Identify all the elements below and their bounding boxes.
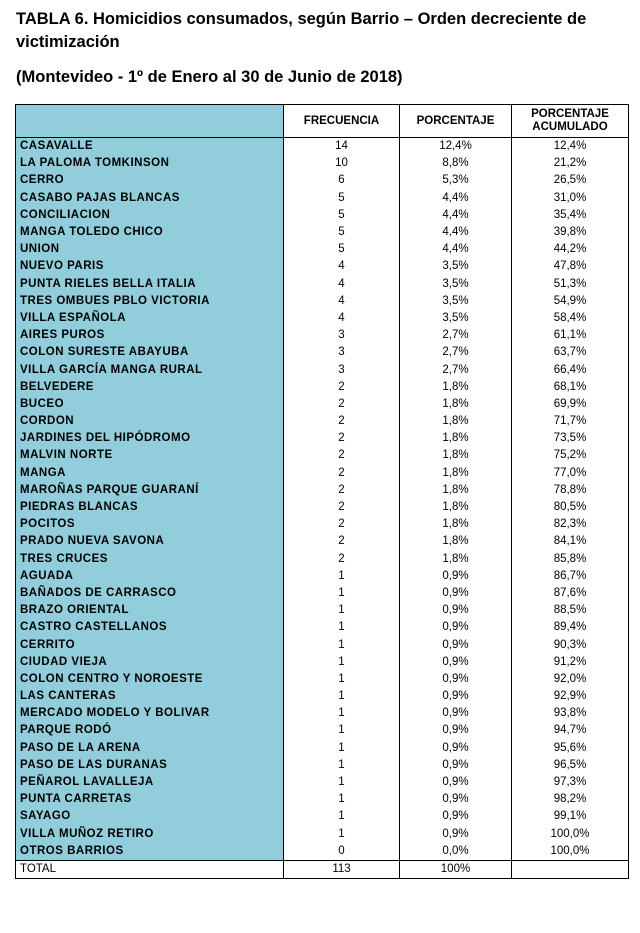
barrio-cell: MANGA TOLEDO CHICO <box>16 224 284 241</box>
frecuencia-cell: 4 <box>284 276 400 293</box>
acumulado-cell: 96,5% <box>512 757 629 774</box>
porcentaje-cell: 3,5% <box>400 310 512 327</box>
table-row <box>16 293 629 310</box>
frecuencia-cell: 6 <box>284 172 400 189</box>
porcentaje-cell: 0,9% <box>400 602 512 619</box>
homicides-table <box>15 104 629 879</box>
barrio-cell: NUEVO PARIS <box>16 258 284 275</box>
acumulado-cell: 92,9% <box>512 688 629 705</box>
barrio-cell: MAROÑAS PARQUE GUARANÍ <box>16 482 284 499</box>
table-row <box>16 310 629 327</box>
acumulado-cell: 86,7% <box>512 568 629 585</box>
frecuencia-cell: 2 <box>284 396 400 413</box>
barrio-cell: PASO DE LA ARENA <box>16 740 284 757</box>
barrio-cell: BUCEO <box>16 396 284 413</box>
porcentaje-cell: 0,9% <box>400 722 512 739</box>
table-row <box>16 688 629 705</box>
table-row <box>16 172 629 189</box>
header-porcentaje-acumulado <box>512 105 629 138</box>
table-row <box>16 413 629 430</box>
frecuencia-cell: 1 <box>284 568 400 585</box>
frecuencia-cell: 1 <box>284 791 400 808</box>
acumulado-cell: 100,0% <box>512 826 629 843</box>
table-title <box>16 8 640 54</box>
frecuencia-cell: 5 <box>284 207 400 224</box>
frecuencia-cell: 1 <box>284 774 400 791</box>
table-row <box>16 379 629 396</box>
frecuencia-cell: 2 <box>284 533 400 550</box>
acumulado-cell: 95,6% <box>512 740 629 757</box>
acumulado-cell: 84,1% <box>512 533 629 550</box>
barrio-cell: AGUADA <box>16 568 284 585</box>
porcentaje-cell: 3,5% <box>400 293 512 310</box>
frecuencia-cell: 3 <box>284 327 400 344</box>
acumulado-cell: 68,1% <box>512 379 629 396</box>
acumulado-cell: 94,7% <box>512 722 629 739</box>
frecuencia-cell: 2 <box>284 413 400 430</box>
acumulado-cell: 69,9% <box>512 396 629 413</box>
table-row <box>16 447 629 464</box>
barrio-cell: SAYAGO <box>16 808 284 825</box>
acumulado-cell: 91,2% <box>512 654 629 671</box>
porcentaje-cell: 0,9% <box>400 808 512 825</box>
porcentaje-cell: 4,4% <box>400 241 512 258</box>
porcentaje-cell: 0,9% <box>400 568 512 585</box>
barrio-cell: TRES OMBUES PBLO VICTORIA <box>16 293 284 310</box>
header-barrio <box>16 105 284 138</box>
barrio-cell: PUNTA CARRETAS <box>16 791 284 808</box>
acumulado-cell: 99,1% <box>512 808 629 825</box>
acumulado-cell: 47,8% <box>512 258 629 275</box>
frecuencia-cell: 1 <box>284 602 400 619</box>
table-row <box>16 138 629 156</box>
table-row <box>16 602 629 619</box>
table-row <box>16 361 629 378</box>
acumulado-cell: 21,2% <box>512 155 629 172</box>
table-row <box>16 533 629 550</box>
porcentaje-cell: 1,8% <box>400 379 512 396</box>
acumulado-cell: 77,0% <box>512 465 629 482</box>
barrio-cell: POCITOS <box>16 516 284 533</box>
table-row <box>16 757 629 774</box>
header-acumulado-line-2: ACUMULADO <box>532 121 608 133</box>
porcentaje-cell: 0,9% <box>400 671 512 688</box>
porcentaje-cell: 4,4% <box>400 190 512 207</box>
frecuencia-cell: 2 <box>284 499 400 516</box>
acumulado-cell: 90,3% <box>512 636 629 653</box>
frecuencia-cell: 1 <box>284 740 400 757</box>
acumulado-cell: 66,4% <box>512 361 629 378</box>
total-porcentaje: 100% <box>400 860 512 878</box>
acumulado-cell: 39,8% <box>512 224 629 241</box>
frecuencia-cell: 5 <box>284 224 400 241</box>
porcentaje-cell: 2,7% <box>400 344 512 361</box>
total-acumulado <box>512 860 629 878</box>
frecuencia-cell: 3 <box>284 344 400 361</box>
porcentaje-cell: 0,9% <box>400 619 512 636</box>
table-row <box>16 396 629 413</box>
barrio-cell: BRAZO ORIENTAL <box>16 602 284 619</box>
barrio-cell: PARQUE RODÓ <box>16 722 284 739</box>
barrio-cell: COLON SURESTE ABAYUBA <box>16 344 284 361</box>
frecuencia-cell: 4 <box>284 310 400 327</box>
table-row <box>16 224 629 241</box>
table-row <box>16 499 629 516</box>
porcentaje-cell: 1,8% <box>400 482 512 499</box>
table-row <box>16 585 629 602</box>
porcentaje-cell: 0,9% <box>400 636 512 653</box>
frecuencia-cell: 2 <box>284 447 400 464</box>
acumulado-cell: 58,4% <box>512 310 629 327</box>
barrio-cell: LAS CANTERAS <box>16 688 284 705</box>
acumulado-cell: 54,9% <box>512 293 629 310</box>
header-frecuencia: FRECUENCIA <box>284 105 400 138</box>
frecuencia-cell: 1 <box>284 585 400 602</box>
barrio-cell: PIEDRAS BLANCAS <box>16 499 284 516</box>
porcentaje-cell: 1,8% <box>400 499 512 516</box>
porcentaje-cell: 1,8% <box>400 430 512 447</box>
table-subtitle: (Montevideo - 1º de Enero al 30 de Junio de 2018) <box>16 68 403 86</box>
table-row <box>16 241 629 258</box>
frecuencia-cell: 3 <box>284 361 400 378</box>
header-row <box>16 105 629 138</box>
acumulado-cell: 51,3% <box>512 276 629 293</box>
porcentaje-cell: 1,8% <box>400 516 512 533</box>
porcentaje-cell: 1,8% <box>400 465 512 482</box>
frecuencia-cell: 1 <box>284 619 400 636</box>
acumulado-cell: 97,3% <box>512 774 629 791</box>
frecuencia-cell: 2 <box>284 379 400 396</box>
table-row <box>16 636 629 653</box>
table-row <box>16 190 629 207</box>
table-body <box>16 138 629 861</box>
acumulado-cell: 92,0% <box>512 671 629 688</box>
acumulado-cell: 75,2% <box>512 447 629 464</box>
acumulado-cell: 31,0% <box>512 190 629 207</box>
total-label: TOTAL <box>16 860 284 878</box>
acumulado-cell: 26,5% <box>512 172 629 189</box>
title-line-2: victimización <box>16 33 120 51</box>
porcentaje-cell: 1,8% <box>400 551 512 568</box>
frecuencia-cell: 1 <box>284 826 400 843</box>
porcentaje-cell: 2,7% <box>400 327 512 344</box>
table-row <box>16 671 629 688</box>
porcentaje-cell: 1,8% <box>400 447 512 464</box>
barrio-cell: PRADO NUEVA SAVONA <box>16 533 284 550</box>
acumulado-cell: 85,8% <box>512 551 629 568</box>
acumulado-cell: 44,2% <box>512 241 629 258</box>
header-porcentaje: PORCENTAJE <box>400 105 512 138</box>
acumulado-cell: 87,6% <box>512 585 629 602</box>
porcentaje-cell: 5,3% <box>400 172 512 189</box>
porcentaje-cell: 4,4% <box>400 224 512 241</box>
barrio-cell: BAÑADOS DE CARRASCO <box>16 585 284 602</box>
porcentaje-cell: 0,9% <box>400 791 512 808</box>
frecuencia-cell: 1 <box>284 705 400 722</box>
table-row <box>16 430 629 447</box>
frecuencia-cell: 0 <box>284 843 400 861</box>
table-row <box>16 826 629 843</box>
barrio-cell: COLON CENTRO Y NOROESTE <box>16 671 284 688</box>
porcentaje-cell: 0,9% <box>400 585 512 602</box>
table-row <box>16 551 629 568</box>
porcentaje-cell: 0,9% <box>400 774 512 791</box>
barrio-cell: VILLA MUÑOZ RETIRO <box>16 826 284 843</box>
total-row <box>16 860 629 878</box>
porcentaje-cell: 1,8% <box>400 396 512 413</box>
table-row <box>16 619 629 636</box>
barrio-cell: PUNTA RIELES BELLA ITALIA <box>16 276 284 293</box>
porcentaje-cell: 4,4% <box>400 207 512 224</box>
acumulado-cell: 78,8% <box>512 482 629 499</box>
frecuencia-cell: 1 <box>284 808 400 825</box>
porcentaje-cell: 0,0% <box>400 843 512 861</box>
barrio-cell: BELVEDERE <box>16 379 284 396</box>
total-frecuencia: 113 <box>284 860 400 878</box>
frecuencia-cell: 5 <box>284 190 400 207</box>
table-row <box>16 568 629 585</box>
barrio-cell: CASAVALLE <box>16 138 284 156</box>
table-row <box>16 774 629 791</box>
porcentaje-cell: 3,5% <box>400 276 512 293</box>
porcentaje-cell: 2,7% <box>400 361 512 378</box>
acumulado-cell: 98,2% <box>512 791 629 808</box>
frecuencia-cell: 1 <box>284 654 400 671</box>
table-row <box>16 654 629 671</box>
barrio-cell: MANGA <box>16 465 284 482</box>
table-row <box>16 722 629 739</box>
frecuencia-cell: 2 <box>284 465 400 482</box>
barrio-cell: AIRES PUROS <box>16 327 284 344</box>
frecuencia-cell: 2 <box>284 482 400 499</box>
table-row <box>16 276 629 293</box>
acumulado-cell: 100,0% <box>512 843 629 861</box>
table-row <box>16 207 629 224</box>
table-row <box>16 808 629 825</box>
table-row <box>16 740 629 757</box>
table-row <box>16 258 629 275</box>
porcentaje-cell: 3,5% <box>400 258 512 275</box>
table-row <box>16 482 629 499</box>
barrio-cell: MALVIN NORTE <box>16 447 284 464</box>
table-row <box>16 465 629 482</box>
frecuencia-cell: 4 <box>284 258 400 275</box>
barrio-cell: CORDON <box>16 413 284 430</box>
acumulado-cell: 73,5% <box>512 430 629 447</box>
acumulado-cell: 35,4% <box>512 207 629 224</box>
barrio-cell: CERRITO <box>16 636 284 653</box>
acumulado-cell: 61,1% <box>512 327 629 344</box>
frecuencia-cell: 14 <box>284 138 400 156</box>
frecuencia-cell: 4 <box>284 293 400 310</box>
table-row <box>16 791 629 808</box>
table-row <box>16 327 629 344</box>
frecuencia-cell: 2 <box>284 430 400 447</box>
frecuencia-cell: 2 <box>284 516 400 533</box>
porcentaje-cell: 0,9% <box>400 740 512 757</box>
table-row <box>16 344 629 361</box>
barrio-cell: PEÑAROL LAVALLEJA <box>16 774 284 791</box>
barrio-cell: CIUDAD VIEJA <box>16 654 284 671</box>
porcentaje-cell: 8,8% <box>400 155 512 172</box>
acumulado-cell: 89,4% <box>512 619 629 636</box>
frecuencia-cell: 1 <box>284 688 400 705</box>
barrio-cell: CERRO <box>16 172 284 189</box>
porcentaje-cell: 12,4% <box>400 138 512 156</box>
barrio-cell: CONCILIACION <box>16 207 284 224</box>
acumulado-cell: 71,7% <box>512 413 629 430</box>
barrio-cell: VILLA ESPAÑOLA <box>16 310 284 327</box>
porcentaje-cell: 0,9% <box>400 654 512 671</box>
frecuencia-cell: 5 <box>284 241 400 258</box>
table-row <box>16 705 629 722</box>
porcentaje-cell: 0,9% <box>400 826 512 843</box>
porcentaje-cell: 1,8% <box>400 533 512 550</box>
acumulado-cell: 63,7% <box>512 344 629 361</box>
table-row <box>16 516 629 533</box>
frecuencia-cell: 1 <box>284 757 400 774</box>
barrio-cell: CASTRO CASTELLANOS <box>16 619 284 636</box>
frecuencia-cell: 1 <box>284 722 400 739</box>
frecuencia-cell: 1 <box>284 636 400 653</box>
frecuencia-cell: 1 <box>284 671 400 688</box>
acumulado-cell: 88,5% <box>512 602 629 619</box>
barrio-cell: TRES CRUCES <box>16 551 284 568</box>
title-line-1: TABLA 6. Homicidios consumados, según Barrio – Orden decreciente de <box>16 10 587 28</box>
acumulado-cell: 12,4% <box>512 138 629 156</box>
barrio-cell: VILLA GARCÍA MANGA RURAL <box>16 361 284 378</box>
table-row <box>16 155 629 172</box>
barrio-cell: PASO DE LAS DURANAS <box>16 757 284 774</box>
frecuencia-cell: 2 <box>284 551 400 568</box>
porcentaje-cell: 0,9% <box>400 757 512 774</box>
table-row <box>16 843 629 861</box>
barrio-cell: UNION <box>16 241 284 258</box>
frecuencia-cell: 10 <box>284 155 400 172</box>
header-acumulado-line-1: PORCENTAJE <box>531 108 609 120</box>
barrio-cell: LA PALOMA TOMKINSON <box>16 155 284 172</box>
acumulado-cell: 93,8% <box>512 705 629 722</box>
porcentaje-cell: 0,9% <box>400 705 512 722</box>
porcentaje-cell: 0,9% <box>400 688 512 705</box>
acumulado-cell: 80,5% <box>512 499 629 516</box>
barrio-cell: JARDINES DEL HIPÓDROMO <box>16 430 284 447</box>
barrio-cell: MERCADO MODELO Y BOLIVAR <box>16 705 284 722</box>
barrio-cell: OTROS BARRIOS <box>16 843 284 861</box>
porcentaje-cell: 1,8% <box>400 413 512 430</box>
barrio-cell: CASABO PAJAS BLANCAS <box>16 190 284 207</box>
acumulado-cell: 82,3% <box>512 516 629 533</box>
